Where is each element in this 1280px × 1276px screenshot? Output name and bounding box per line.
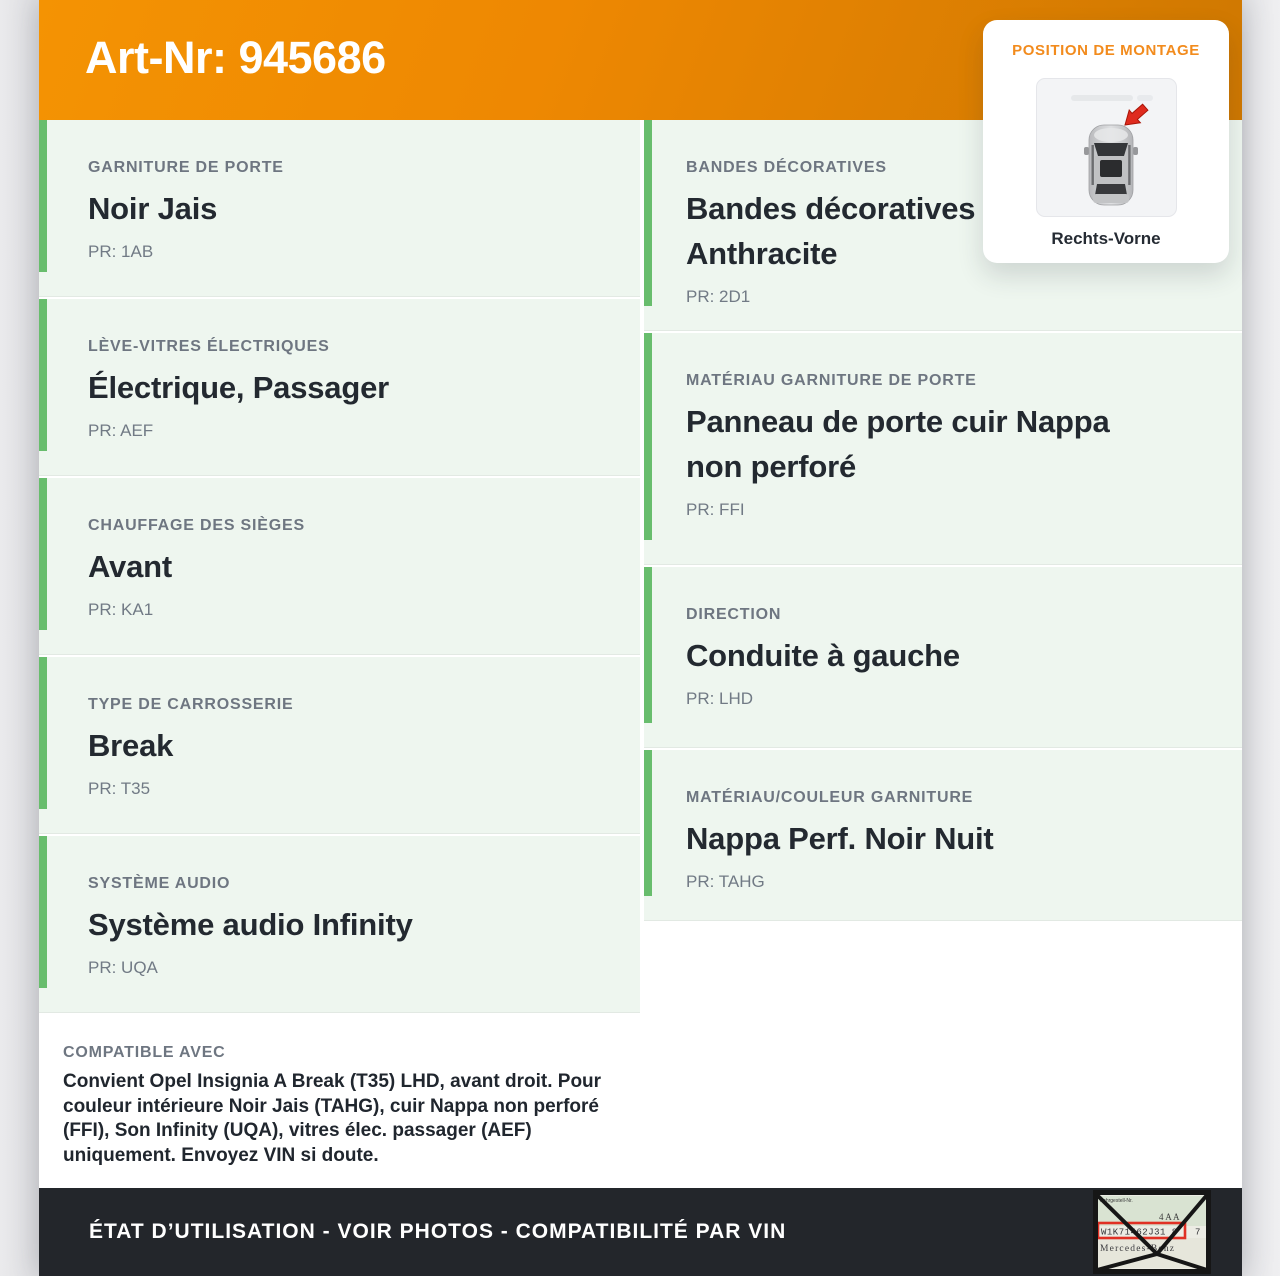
- car-body: [1084, 125, 1138, 205]
- vin-number-suffix: 7: [1195, 1227, 1201, 1238]
- mounting-position-card: [983, 20, 1229, 263]
- mounting-position-label: Rechts-Vorne: [1051, 229, 1161, 248]
- attributes-column-right: [644, 120, 1242, 1188]
- attribute-card-type-carrosserie: [39, 657, 640, 834]
- attribute-label: TYPE DE CARROSSERIE: [88, 696, 294, 713]
- footer-bar: [39, 1188, 1242, 1276]
- attribute-card-direction: [644, 567, 1242, 748]
- attribute-value: Avant: [88, 549, 172, 584]
- attribute-label: SYSTÈME AUDIO: [88, 875, 231, 892]
- attribute-value: Panneau de porte cuir Nappa non perforé: [686, 404, 1110, 484]
- mounting-position-title: POSITION DE MONTAGE: [1012, 42, 1200, 59]
- attribute-pr-code: PR: UQA: [88, 958, 158, 977]
- attribute-label: BANDES DÉCORATIVES: [686, 159, 887, 176]
- attributes-column-left: [39, 120, 640, 1188]
- attribute-card-chauffage-sieges: [39, 478, 640, 655]
- attribute-label: MATÉRIAU/COULEUR GARNITURE: [686, 789, 974, 806]
- car-top-view-image: [1037, 79, 1176, 216]
- vin-number: W1K71462J31 8: [1101, 1227, 1178, 1238]
- attribute-pr-code: PR: TAHG: [686, 872, 765, 891]
- compatibility-card: [39, 1015, 640, 1188]
- attribute-value: Bandes décoratives Anthracite: [686, 191, 976, 271]
- attribute-value: Électrique, Passager: [88, 370, 389, 405]
- attribute-pr-code: PR: FFI: [686, 500, 745, 519]
- attribute-label: GARNITURE DE PORTE: [88, 159, 284, 176]
- attribute-value: Noir Jais: [88, 191, 218, 226]
- vin-envelope-image: [1093, 1190, 1211, 1274]
- car-image-frame: [1036, 78, 1177, 217]
- vin-doc-fragment: 4 A A: [1159, 1212, 1180, 1222]
- product-sheet: [39, 0, 1242, 1276]
- compatibility-text: Convient Opel Insignia A Break (T35) LHD, avant droit. Pour couleur intérieure Noir Jais (TAHG), cuir Nappa non perforé (FFI), Son Infinity (UQA), vitres élec. passager (AEF) uniquement. Envoyez VIN si doute.: [63, 1071, 602, 1166]
- attribute-label: MATÉRIAU GARNITURE DE PORTE: [686, 372, 977, 389]
- attribute-pr-code: PR: T35: [88, 779, 151, 798]
- attribute-card-couleur-garniture: [644, 750, 1242, 921]
- attributes-area: [39, 120, 1242, 1188]
- vin-doc-header-label: Fahrgestell-Nr.: [1100, 1198, 1133, 1204]
- attribute-value: Break: [88, 728, 174, 763]
- compatibility-label: COMPATIBLE AVEC: [63, 1044, 226, 1061]
- attribute-label: LÈVE-VITRES ÉLECTRIQUES: [88, 338, 330, 355]
- attribute-label: DIRECTION: [686, 606, 782, 623]
- footer-text: ÉTAT D’UTILISATION - VOIR PHOTOS - COMPATIBILITÉ PAR VIN: [89, 1220, 787, 1243]
- attribute-pr-code: PR: 1AB: [88, 242, 154, 261]
- empty-area: [644, 923, 1242, 1188]
- attribute-card-materiau-garniture: [644, 333, 1242, 565]
- attribute-pr-code: PR: KA1: [88, 600, 154, 619]
- mounting-arrow-icon: [1125, 104, 1148, 125]
- attribute-pr-code: PR: LHD: [686, 689, 754, 708]
- vin-doc-brand: Mercedes-Benz: [1100, 1244, 1176, 1254]
- attribute-value: Nappa Perf. Noir Nuit: [686, 821, 994, 856]
- attribute-card-garniture-de-porte: [39, 120, 640, 297]
- attribute-value: Conduite à gauche: [686, 638, 960, 673]
- attribute-card-systeme-audio: [39, 836, 640, 1013]
- attribute-pr-code: PR: 2D1: [686, 287, 751, 306]
- attribute-value: Système audio Infinity: [88, 907, 413, 942]
- article-number-title: Art-Nr: 945686: [85, 32, 386, 83]
- attribute-label: CHAUFFAGE DES SIÈGES: [88, 517, 305, 534]
- attribute-card-leve-vitres: [39, 299, 640, 476]
- attribute-pr-code: PR: AEF: [88, 421, 154, 440]
